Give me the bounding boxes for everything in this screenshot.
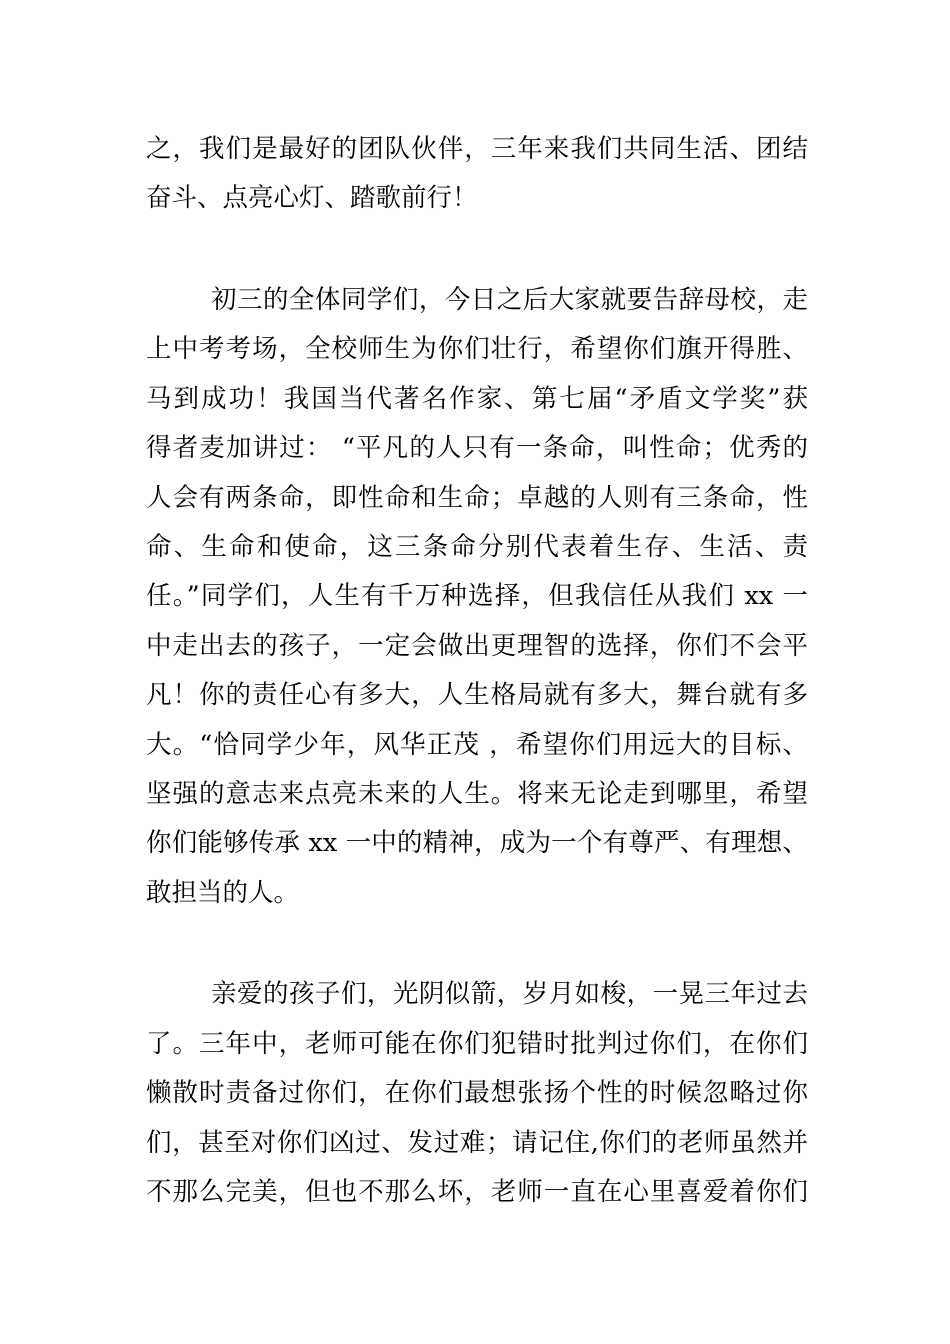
paragraph-2-line-12: 你们能够传承 xx 一中的精神，成为一个有尊严、有理想、 [146,828,808,858]
paragraph-3-line-4: 们，甚至对你们凶过、发过难；请记住,你们的老师虽然并 [146,1128,808,1158]
paragraph-2-line-1: 初三的全体同学们，今日之后大家就要告辞母校，走 [211,285,808,315]
paragraph-3-line-1: 亲爱的孩子们，光阴似箭，岁月如梭，一晃三年过去 [211,979,808,1009]
paragraph-2-line-4: 得者麦加讲过： “平凡的人只有一条命，叫性命；优秀的 [146,433,808,463]
paragraph-1-line-1: 之，我们是最好的团队伙伴，三年来我们共同生活、团结 [146,134,808,164]
paragraph-2-line-9: 凡！你的责任心有多大，人生格局就有多大，舞台就有多 [146,680,808,710]
paragraph-3-line-2: 了。三年中，老师可能在你们犯错时批判过你们，在你们 [146,1029,808,1059]
paragraph-2-line-2: 上中考考场，全校师生为你们壮行，希望你们旗开得胜、 [146,334,808,364]
paragraph-2-line-11: 坚强的意志来点亮未来的人生。将来无论走到哪里，希望 [146,779,808,809]
paragraph-2-line-6: 命、生命和使命，这三条命分别代表着生存、生活、责 [146,532,808,562]
paragraph-2-line-7: 任。”同学们，人生有千万种选择，但我信任从我们 xx 一 [146,581,808,611]
paragraph-3-line-5: 不那么完美，但也不那么坏，老师一直在心里喜爱着你们 [146,1177,808,1207]
paragraph-2-line-13: 敢担当的人。 [146,878,300,908]
paragraph-2-line-10: 大。“恰同学少年，风华正茂 ，希望你们用远大的目标、 [146,730,808,760]
paragraph-2-line-3: 马到成功！我国当代著名作家、第七届“矛盾文学奖”获 [146,384,808,414]
paragraph-3-line-3: 懒散时责备过你们，在你们最想张扬个性的时候忽略过你 [146,1078,808,1108]
paragraph-2-line-5: 人会有两条命，即性命和生命；卓越的人则有三条命，性 [146,483,808,513]
paragraph-1-line-2: 奋斗、点亮心灯、踏歌前行！ [146,183,478,213]
paragraph-2-line-8: 中走出去的孩子，一定会做出更理智的选择，你们不会平 [146,631,808,661]
